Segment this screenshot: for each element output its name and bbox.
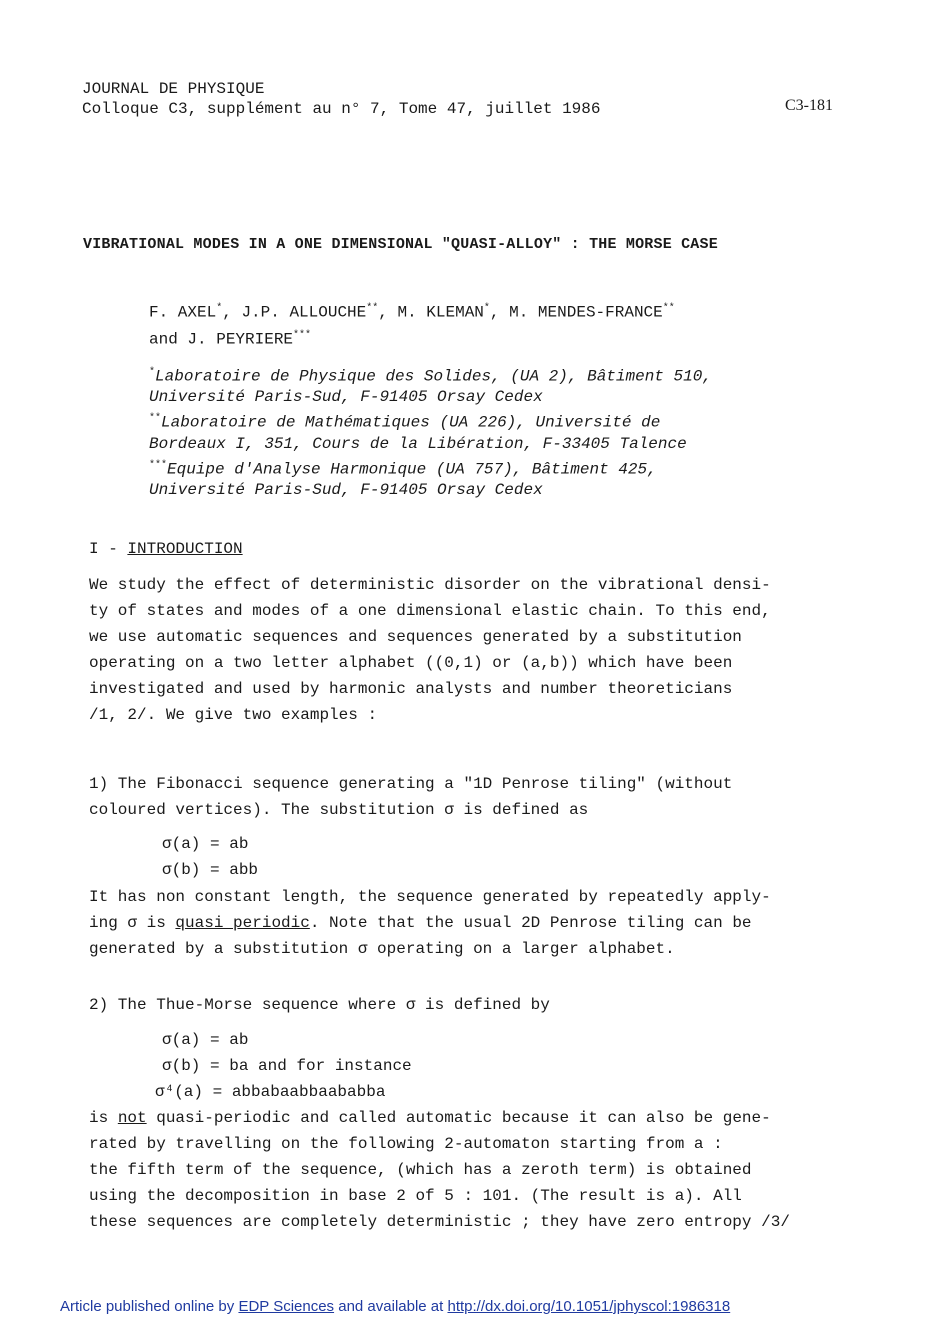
affiliation-3-line-2: Université Paris-Sud, F-91405 Orsay Cedex [149,480,543,499]
affiliation-1-line-2: Université Paris-Sud, F-91405 Orsay Cedex [149,388,543,407]
example-2-body-line: using the decomposition in base 2 of 5 : 101. (The result is a). All [89,1187,742,1205]
section-number: I - [89,540,128,558]
example-2-formulas [155,1027,412,1105]
author-list [149,297,675,352]
intro-line: investigated and used by harmonic analysts and number theoreticians [89,680,733,698]
example-2-line-1: 2) The Thue-Morse sequence where σ is defined by [89,996,550,1014]
intro-paragraph [89,572,771,728]
example-1-line-1: 1) The Fibonacci sequence generating a "1D Penrose tiling" (without [89,775,733,793]
footer-text: Article published online by [60,1298,239,1315]
affiliation-text: Laboratoire de Physique des Solides, (UA 2), Bâtiment 510, [155,367,712,386]
affiliation-mark: * [149,367,156,378]
author-name: and J. PEYRIERE [149,330,294,349]
footer-text: and available at [334,1298,448,1315]
author-mark: * [483,303,490,314]
affiliation-2-line-1 [149,408,712,433]
author-line-2 [149,324,675,351]
intro-line: /1, 2/. We give two examples : [89,706,378,724]
affiliation-mark: ** [149,413,162,425]
formula: σ(a) = ab [162,1031,249,1049]
author-mark: ** [366,303,379,314]
author-name: F. AXEL [149,303,217,322]
affiliation-text: Laboratoire de Mathématiques (UA 226), Université de [161,413,661,432]
author-name: , M. MENDES-FRANCE [489,303,663,322]
example-2-body-line: rated by travelling on the following 2-automaton starting from a : [89,1135,723,1153]
example-2-body [89,1105,790,1235]
author-line-1 [149,297,675,324]
example-1-formulas [162,831,258,883]
journal-header [82,79,600,119]
author-name: , J.P. ALLOUCHE [222,303,367,322]
example-1-body [89,884,771,962]
formula: σ⁴(a) = abbabaabbaababba [155,1083,386,1101]
formula: σ(b) = ba and for instance [162,1057,412,1075]
formula: σ(b) = abb [162,861,259,879]
example-1-body-line [89,910,771,936]
doi-link[interactable]: http://dx.doi.org/10.1051/jphyscol:1986318 [447,1298,731,1315]
journal-name: JOURNAL DE PHYSIQUE [82,80,265,98]
intro-line: we use automatic sequences and sequences generated by a substitution [89,628,742,646]
underlined-term: quasi periodic [175,914,310,932]
section-heading [89,540,243,558]
paper-title: VIBRATIONAL MODES IN A ONE DIMENSIONAL "QUASI-ALLOY" : THE MORSE CASE [83,236,718,253]
intro-line: ty of states and modes of a one dimensional elastic chain. To this end, [89,602,771,620]
intro-line: We study the effect of deterministic disorder on the vibrational densi- [89,576,771,594]
affiliation-1-line-1 [149,362,712,387]
author-mark: * [216,303,223,314]
example-2-body-line [89,1105,790,1131]
example-2-body-line: the fifth term of the sequence, (which has a zeroth term) is obtained [89,1161,752,1179]
affiliation-mark: *** [149,459,168,471]
example-2-body-line: these sequences are completely deterministic ; they have zero entropy /3/ [89,1213,790,1231]
text-run: is [89,1109,118,1127]
author-name: , M. KLEMAN [378,303,484,322]
edp-sciences-link[interactable]: EDP Sciences [238,1298,335,1315]
underlined-term: not [117,1109,147,1127]
section-title: INTRODUCTION [127,540,243,558]
affiliation-3-line-1 [149,455,712,480]
text-run: ing σ is [89,914,176,932]
example-2-intro [89,992,550,1018]
formula: σ(a) = ab [162,835,249,853]
text-run: . Note that the usual 2D Penrose tiling can be [309,914,752,932]
publication-footer [60,1298,730,1315]
affiliations [149,362,712,501]
colloque-line: Colloque C3, supplément au n° 7, Tome 47, juillet 1986 [82,100,601,118]
intro-line: operating on a two letter alphabet ((0,1) or (a,b)) which have been [89,654,733,672]
author-mark: ** [662,303,675,314]
example-1-body-line: It has non constant length, the sequence generated by repeatedly apply- [89,888,771,906]
example-1-body-line: generated by a substitution σ operating on a larger alphabet. [89,940,675,958]
example-1-line-2: coloured vertices). The substitution σ is defined as [89,801,589,819]
affiliation-2-line-2: Bordeaux I, 351, Cours de la Libération, F-33405 Talence [149,434,687,453]
page-number: C3-181 [785,97,833,114]
affiliation-text: Equipe d'Analyse Harmonique (UA 757), Bâtiment 425, [167,459,657,478]
example-1-intro [89,771,732,823]
text-run: quasi-periodic and called automatic because it can also be gene- [146,1109,771,1127]
author-mark: *** [293,330,312,342]
